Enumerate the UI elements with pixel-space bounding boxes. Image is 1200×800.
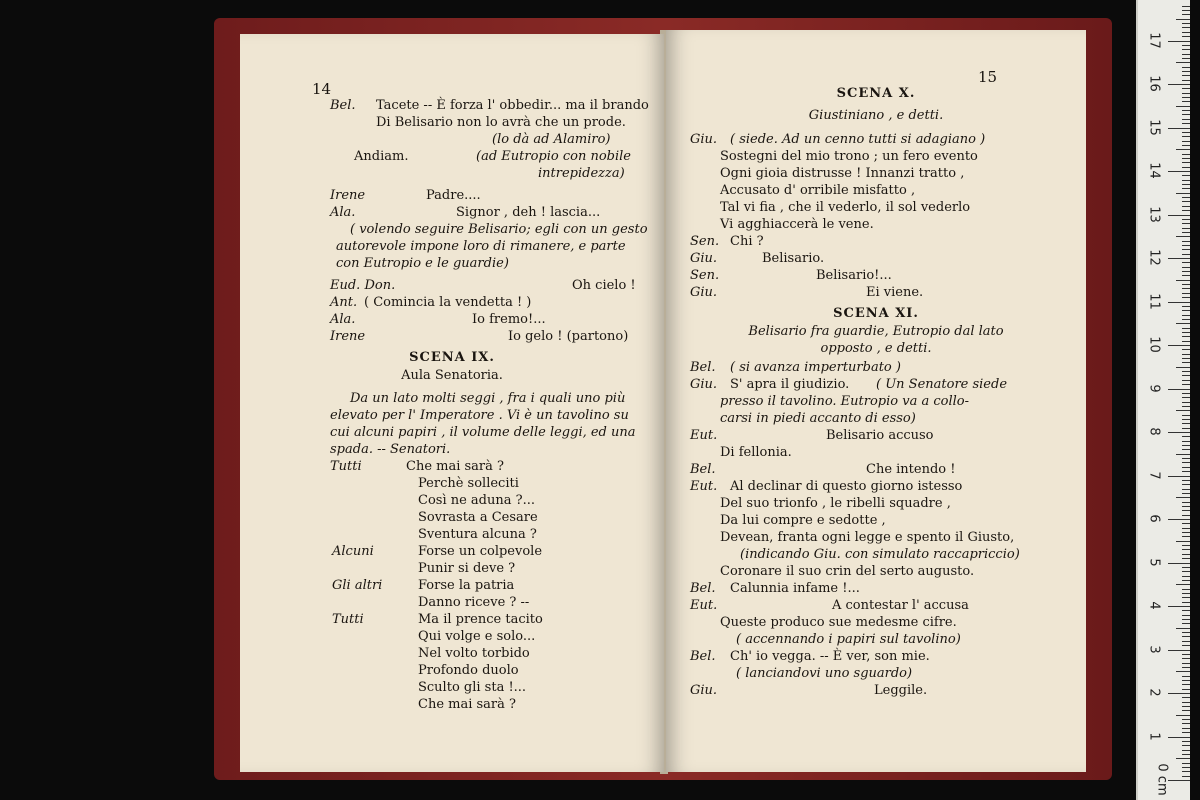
ruler-tick: [1176, 715, 1190, 716]
text-line: Ei viene.: [866, 285, 924, 300]
ruler-tick: [1182, 480, 1190, 481]
scene-title: SCENA XI.: [833, 306, 919, 321]
ruler-tick: [1182, 158, 1190, 159]
ruler-tick: [1182, 358, 1190, 359]
ruler-label: 5: [1146, 557, 1162, 567]
ruler-tick: [1182, 293, 1190, 294]
ruler-tick: [1182, 510, 1190, 511]
text-line: Belisario!...: [816, 268, 892, 283]
ruler-tick: [1168, 215, 1190, 216]
ruler-tick: [1168, 128, 1190, 129]
text-line: Tacete -- È forza l' obbedir... ma il brando: [376, 98, 649, 113]
verse-line: Nel volto torbido: [418, 646, 530, 661]
ruler-tick: [1176, 410, 1190, 411]
ruler-tick: [1168, 389, 1190, 390]
ruler-tick: [1182, 267, 1190, 268]
ruler-tick: [1182, 458, 1190, 459]
ruler-tick: [1182, 776, 1190, 777]
ruler-tick: [1182, 493, 1190, 494]
ruler-tick: [1176, 149, 1190, 150]
ruler-tick: [1182, 719, 1190, 720]
ruler-tick: [1182, 602, 1190, 603]
ruler-tick: [1182, 310, 1190, 311]
ruler-label: 6: [1146, 514, 1162, 523]
ruler-tick: [1182, 262, 1190, 263]
ruler-tick: [1182, 245, 1190, 246]
ruler-tick: [1182, 441, 1190, 442]
ruler-tick: [1182, 67, 1190, 68]
ruler-tick: [1182, 402, 1190, 403]
stage-direction: carsi in piedi accanto di esso): [720, 411, 916, 426]
scene-subtitle: Belisario fra guardie, Eutropio dal lato: [748, 324, 1004, 339]
text-line: Chi ?: [730, 234, 764, 249]
ruler-tick: [1182, 597, 1190, 598]
ruler-tick: [1168, 737, 1190, 738]
verse-line: Forse un colpevole: [418, 544, 543, 559]
ruler-label: 15: [1146, 118, 1162, 136]
speaker: Eut.: [690, 428, 718, 443]
left-page: [240, 34, 664, 772]
text-line: Da lui compre e sedotte ,: [720, 513, 886, 528]
ruler-tick: [1182, 375, 1190, 376]
speaker: Tutti: [332, 612, 364, 627]
ruler-tick: [1182, 423, 1190, 424]
ruler-tick: [1176, 671, 1190, 672]
stage-direction: con Eutropio e le guardie): [336, 256, 509, 271]
ruler-tick: [1182, 23, 1190, 24]
text-line: Di Belisario non lo avrà che un prode.: [376, 115, 626, 130]
scene-title: SCENA X.: [836, 86, 916, 101]
page-number: 15: [978, 68, 998, 86]
ruler-tick: [1182, 536, 1190, 537]
ruler-tick: [1182, 449, 1190, 450]
ruler-label: 13: [1146, 205, 1162, 223]
speaker: Ala.: [330, 205, 356, 220]
ruler-tick: [1182, 328, 1190, 329]
stage-direction: (ad Eutropio con nobile: [476, 149, 631, 164]
scene-title: SCENA IX.: [409, 350, 495, 365]
ruler-tick: [1182, 397, 1190, 398]
ruler-tick: [1182, 393, 1190, 394]
ruler-tick: [1182, 684, 1190, 685]
ruler-tick: [1182, 10, 1190, 11]
ruler-tick: [1182, 732, 1190, 733]
verse-line: Sventura alcuna ?: [418, 527, 537, 542]
ruler-tick: [1168, 258, 1190, 259]
ruler-tick: [1182, 201, 1190, 202]
ruler-tick: [1168, 606, 1190, 607]
ruler-tick: [1182, 680, 1190, 681]
ruler-tick: [1182, 676, 1190, 677]
text-line: Ogni gioia distrusse ! Innanzi tratto ,: [720, 166, 965, 181]
ruler-tick: [1182, 119, 1190, 120]
ruler-tick: [1168, 302, 1190, 303]
ruler-tick: [1182, 132, 1190, 133]
ruler-tick: [1182, 745, 1190, 746]
ruler-tick: [1176, 628, 1190, 629]
ruler-tick: [1168, 519, 1190, 520]
speaker: Tutti: [330, 459, 362, 474]
ruler-tick: [1182, 241, 1190, 242]
right-page: [666, 30, 1086, 772]
ruler-label: 16: [1146, 75, 1162, 92]
ruler-label: 17: [1146, 31, 1162, 49]
ruler-tick: [1182, 362, 1190, 363]
ruler-tick: [1182, 32, 1190, 33]
text-line: Sostegni del mio trono ; un fero evento: [720, 149, 978, 164]
ruler-label: 11: [1146, 292, 1162, 310]
ruler-tick: [1182, 754, 1190, 755]
ruler-tick: [1182, 445, 1190, 446]
verse-line: Sovrasta a Cesare: [418, 510, 538, 525]
ruler-tick: [1182, 75, 1190, 76]
speaker: Sen.: [690, 234, 720, 249]
ruler-tick: [1182, 145, 1190, 146]
ruler-tick: [1182, 636, 1190, 637]
ruler-tick: [1168, 693, 1190, 694]
ruler-tick: [1182, 710, 1190, 711]
ruler-tick: [1176, 758, 1190, 759]
text-line: A contestar l' accusa: [832, 598, 969, 613]
verse-line: Sculto gli sta !...: [418, 680, 527, 695]
ruler-tick: [1182, 523, 1190, 524]
text-line: S' apra il giudizio.: [730, 377, 850, 392]
ruler-tick: [1182, 767, 1190, 768]
ruler-tick: [1182, 167, 1190, 168]
speaker: Giu.: [690, 132, 718, 147]
ruler-tick: [1182, 750, 1190, 751]
ruler-tick: [1182, 619, 1190, 620]
ruler-tick: [1182, 210, 1190, 211]
ruler-tick: [1182, 336, 1190, 337]
ruler-tick: [1182, 615, 1190, 616]
ruler-tick: [1168, 650, 1190, 651]
ruler-tick: [1176, 323, 1190, 324]
stage-direction: (indicando Giu. con simulato raccapriccio): [740, 547, 1020, 562]
ruler-tick: [1182, 593, 1190, 594]
ruler-tick: [1182, 306, 1190, 307]
verse-line: Profondo duolo: [418, 663, 519, 678]
text-line: Io fremo!...: [472, 312, 546, 327]
ruler-tick: [1182, 771, 1190, 772]
ruler-tick: [1168, 432, 1190, 433]
ruler-tick: [1182, 610, 1190, 611]
ruler-tick: [1182, 71, 1190, 72]
ruler-tick: [1182, 45, 1190, 46]
ruler-label: 10: [1146, 336, 1162, 353]
ruler-tick: [1182, 549, 1190, 550]
ruler-tick: [1176, 236, 1190, 237]
ruler-tick: [1182, 80, 1190, 81]
ruler-tick: [1182, 467, 1190, 468]
ruler-tick: [1182, 567, 1190, 568]
text-line: Bel.: [330, 98, 356, 113]
measuring-ruler: [1136, 0, 1190, 800]
speaker: Eut.: [690, 479, 718, 494]
ruler-tick: [1176, 497, 1190, 498]
ruler-tick: [1182, 741, 1190, 742]
speaker: Giu.: [690, 285, 718, 300]
ruler-tick: [1182, 545, 1190, 546]
ruler-tick: [1182, 489, 1190, 490]
speaker: Sen.: [690, 268, 720, 283]
ruler-tick: [1182, 97, 1190, 98]
ruler-tick: [1168, 345, 1190, 346]
ruler-tick: [1182, 123, 1190, 124]
ruler-tick: [1182, 380, 1190, 381]
ruler-tick: [1182, 728, 1190, 729]
ruler-tick: [1182, 349, 1190, 350]
ruler-tick: [1182, 532, 1190, 533]
text-line: Oh cielo !: [572, 278, 636, 293]
ruler-tick: [1182, 114, 1190, 115]
ruler-tick: [1182, 515, 1190, 516]
stage-direction: cui alcuni papiri , il volume delle leggi, ed una: [330, 425, 636, 440]
ruler-tick: [1182, 341, 1190, 342]
verse-line: Perchè solleciti: [418, 476, 519, 491]
ruler-tick: [1182, 180, 1190, 181]
ruler-tick: [1182, 428, 1190, 429]
ruler-tick: [1182, 141, 1190, 142]
ruler-tick: [1168, 780, 1190, 781]
speaker: Bel.: [690, 649, 716, 664]
verse-line: Così ne aduna ?...: [418, 493, 535, 508]
ruler-tick: [1182, 484, 1190, 485]
ruler-tick: [1182, 645, 1190, 646]
ruler-tick: [1182, 101, 1190, 102]
text-line: ( Comincia la vendetta ! ): [364, 295, 532, 310]
speaker: Bel.: [690, 581, 716, 596]
ruler-tick: [1182, 332, 1190, 333]
ruler-tick: [1176, 193, 1190, 194]
speaker: Irene: [330, 329, 366, 344]
ruler-label: 0 cm: [1154, 763, 1170, 796]
stage-direction: spada. -- Senatori.: [330, 442, 451, 457]
scene-subtitle: Giustiniano , e detti.: [808, 108, 944, 123]
speaker: Irene: [330, 188, 366, 203]
ruler-tick: [1182, 93, 1190, 94]
ruler-tick: [1168, 84, 1190, 85]
text-line: Andiam.: [354, 149, 409, 164]
ruler-tick: [1182, 554, 1190, 555]
text-line: Ch' io vegga. -- È ver, son mie.: [730, 649, 930, 664]
ruler-tick: [1182, 319, 1190, 320]
ruler-tick: [1182, 558, 1190, 559]
ruler-tick: [1182, 219, 1190, 220]
ruler-tick: [1182, 27, 1190, 28]
ruler-tick: [1168, 563, 1190, 564]
speaker: Giu.: [690, 377, 718, 392]
ruler-tick: [1182, 206, 1190, 207]
scene-place: Aula Senatoria.: [401, 368, 503, 383]
text-line: Del suo trionfo , le ribelli squadre ,: [720, 496, 951, 511]
speaker: Bel.: [690, 360, 716, 375]
ruler-tick: [1182, 49, 1190, 50]
ruler-tick: [1176, 454, 1190, 455]
text-line: Vi agghiaccerà le vene.: [720, 217, 874, 232]
ruler-tick: [1182, 275, 1190, 276]
text-line: Accusato d' orribile misfatto ,: [720, 183, 916, 198]
ruler-tick: [1168, 41, 1190, 42]
stage-direction: ( siede. Ad un cenno tutti si adagiano ): [730, 132, 986, 147]
ruler-tick: [1182, 315, 1190, 316]
ruler-tick: [1182, 528, 1190, 529]
ruler-tick: [1182, 471, 1190, 472]
ruler-tick: [1182, 641, 1190, 642]
speaker: Ala.: [330, 312, 356, 327]
ruler-tick: [1182, 706, 1190, 707]
ruler-label: 9: [1146, 383, 1162, 393]
ruler-tick: [1182, 506, 1190, 507]
ruler-tick: [1176, 62, 1190, 63]
ruler-tick: [1182, 88, 1190, 89]
ruler-tick: [1182, 576, 1190, 577]
stage-direction: autorevole impone loro di rimanere, e parte: [336, 239, 626, 254]
ruler-tick: [1182, 154, 1190, 155]
ruler-tick: [1182, 232, 1190, 233]
text-line: Che intendo !: [866, 462, 956, 477]
text-line: Tal vi fia , che il vederlo, il sol vederlo: [720, 200, 971, 215]
text-line: Al declinar di questo giorno istesso: [730, 479, 963, 494]
ruler-tick: [1182, 184, 1190, 185]
verse-line: Danno riceve ? --: [418, 595, 530, 610]
ruler-tick: [1182, 36, 1190, 37]
ruler-tick: [1182, 697, 1190, 698]
text-line: Leggile.: [874, 683, 928, 698]
ruler-tick: [1182, 271, 1190, 272]
ruler-tick: [1182, 188, 1190, 189]
ruler-tick: [1182, 228, 1190, 229]
verse-line: Che mai sarà ?: [406, 459, 505, 474]
ruler-tick: [1176, 367, 1190, 368]
ruler-tick: [1182, 702, 1190, 703]
text-line: Io gelo ! (partono): [508, 329, 629, 344]
ruler-tick: [1182, 580, 1190, 581]
verse-line: Qui volge e solo...: [418, 629, 536, 644]
ruler-tick: [1182, 384, 1190, 385]
stage-direction: elevato per l' Imperatore . Vi è un tavolino su: [330, 408, 629, 423]
ruler-tick: [1182, 763, 1190, 764]
speaker: Giu.: [690, 683, 718, 698]
ruler-tick: [1182, 284, 1190, 285]
ruler-tick: [1182, 162, 1190, 163]
ruler-tick: [1182, 667, 1190, 668]
ruler-label: 7: [1146, 470, 1162, 480]
stage-direction: ( accennando i papiri sul tavolino): [736, 632, 961, 647]
speaker: Bel.: [690, 462, 716, 477]
ruler-label: 14: [1146, 162, 1162, 179]
ruler-tick: [1182, 406, 1190, 407]
ruler-label: 12: [1146, 249, 1162, 266]
ruler-tick: [1168, 476, 1190, 477]
scene-subtitle: opposto , e detti.: [820, 341, 932, 356]
verse-line: Ma il prence tacito: [418, 612, 543, 627]
ruler-tick: [1182, 197, 1190, 198]
ruler-tick: [1182, 6, 1190, 7]
ruler-tick: [1182, 654, 1190, 655]
ruler-tick: [1182, 371, 1190, 372]
ruler-tick: [1182, 436, 1190, 437]
ruler-tick: [1182, 658, 1190, 659]
stage-direction: presso il tavolino. Eutropio va a collo-: [720, 394, 969, 409]
speaker: Giu.: [690, 251, 718, 266]
text-line: Belisario accuso: [826, 428, 934, 443]
speaker: Alcuni: [332, 544, 374, 559]
text-line: Queste produco sue medesme cifre.: [720, 615, 957, 630]
ruler-tick: [1176, 541, 1190, 542]
ruler-tick: [1182, 297, 1190, 298]
stage-direction: ( si avanza imperturbato ): [730, 360, 901, 375]
text-line: Calunnia infame !...: [730, 581, 860, 596]
ruler-tick: [1182, 589, 1190, 590]
ruler-tick: [1182, 223, 1190, 224]
ruler-tick: [1182, 14, 1190, 15]
stage-direction: ( lanciandovi uno sguardo): [736, 666, 913, 681]
stage-direction: intrepidezza): [538, 166, 625, 181]
ruler-tick: [1182, 502, 1190, 503]
ruler-tick: [1182, 462, 1190, 463]
text-line: Coronare il suo crin del serto augusto.: [720, 564, 975, 579]
speaker: Eud. Don.: [330, 278, 396, 293]
text-line: Di fellonia.: [720, 445, 792, 460]
ruler-tick: [1182, 54, 1190, 55]
ruler-tick: [1182, 623, 1190, 624]
ruler-tick: [1182, 175, 1190, 176]
stage-direction: ( Un Senatore siede: [876, 377, 1008, 392]
text-line: Padre....: [426, 188, 481, 203]
ruler-tick: [1182, 571, 1190, 572]
ruler-tick: [1176, 106, 1190, 107]
verse-line: Punir si deve ?: [418, 561, 516, 576]
verse-line: Forse la patria: [418, 578, 515, 593]
ruler-label: 2: [1146, 688, 1162, 697]
text-line: Signor , deh ! lascia...: [456, 205, 601, 220]
ruler-tick: [1182, 632, 1190, 633]
speaker: Gli altri: [332, 578, 383, 593]
ruler-label: 3: [1146, 644, 1162, 654]
ruler-label: 1: [1146, 731, 1162, 741]
speaker: Ant.: [330, 295, 358, 310]
verse-line: Che mai sarà ?: [418, 697, 517, 712]
text-line: Belisario.: [762, 251, 825, 266]
speaker: Eut.: [690, 598, 718, 613]
ruler-tick: [1176, 19, 1190, 20]
ruler-tick: [1182, 249, 1190, 250]
stage-direction: Da un lato molti seggi , fra i quali uno più: [350, 391, 626, 406]
ruler-tick: [1168, 171, 1190, 172]
ruler-tick: [1182, 136, 1190, 137]
ruler-tick: [1182, 723, 1190, 724]
stage-direction: (lo dà ad Alamiro): [492, 132, 611, 147]
ruler-tick: [1182, 354, 1190, 355]
ruler-tick: [1176, 584, 1190, 585]
text-line: Devean, franta ogni legge e spento il Giusto,: [720, 530, 1015, 545]
ruler-tick: [1182, 58, 1190, 59]
ruler-tick: [1182, 415, 1190, 416]
ruler-tick: [1182, 288, 1190, 289]
ruler-tick: [1182, 689, 1190, 690]
ruler-tick: [1176, 280, 1190, 281]
ruler-tick: [1182, 110, 1190, 111]
page-number: 14: [312, 80, 332, 98]
ruler-tick: [1182, 663, 1190, 664]
ruler-label: 4: [1146, 601, 1162, 610]
ruler-tick: [1182, 254, 1190, 255]
stage-direction: ( volendo seguire Belisario; egli con un gesto: [350, 222, 648, 237]
ruler-tick: [1182, 419, 1190, 420]
ruler-label: 8: [1146, 427, 1162, 436]
